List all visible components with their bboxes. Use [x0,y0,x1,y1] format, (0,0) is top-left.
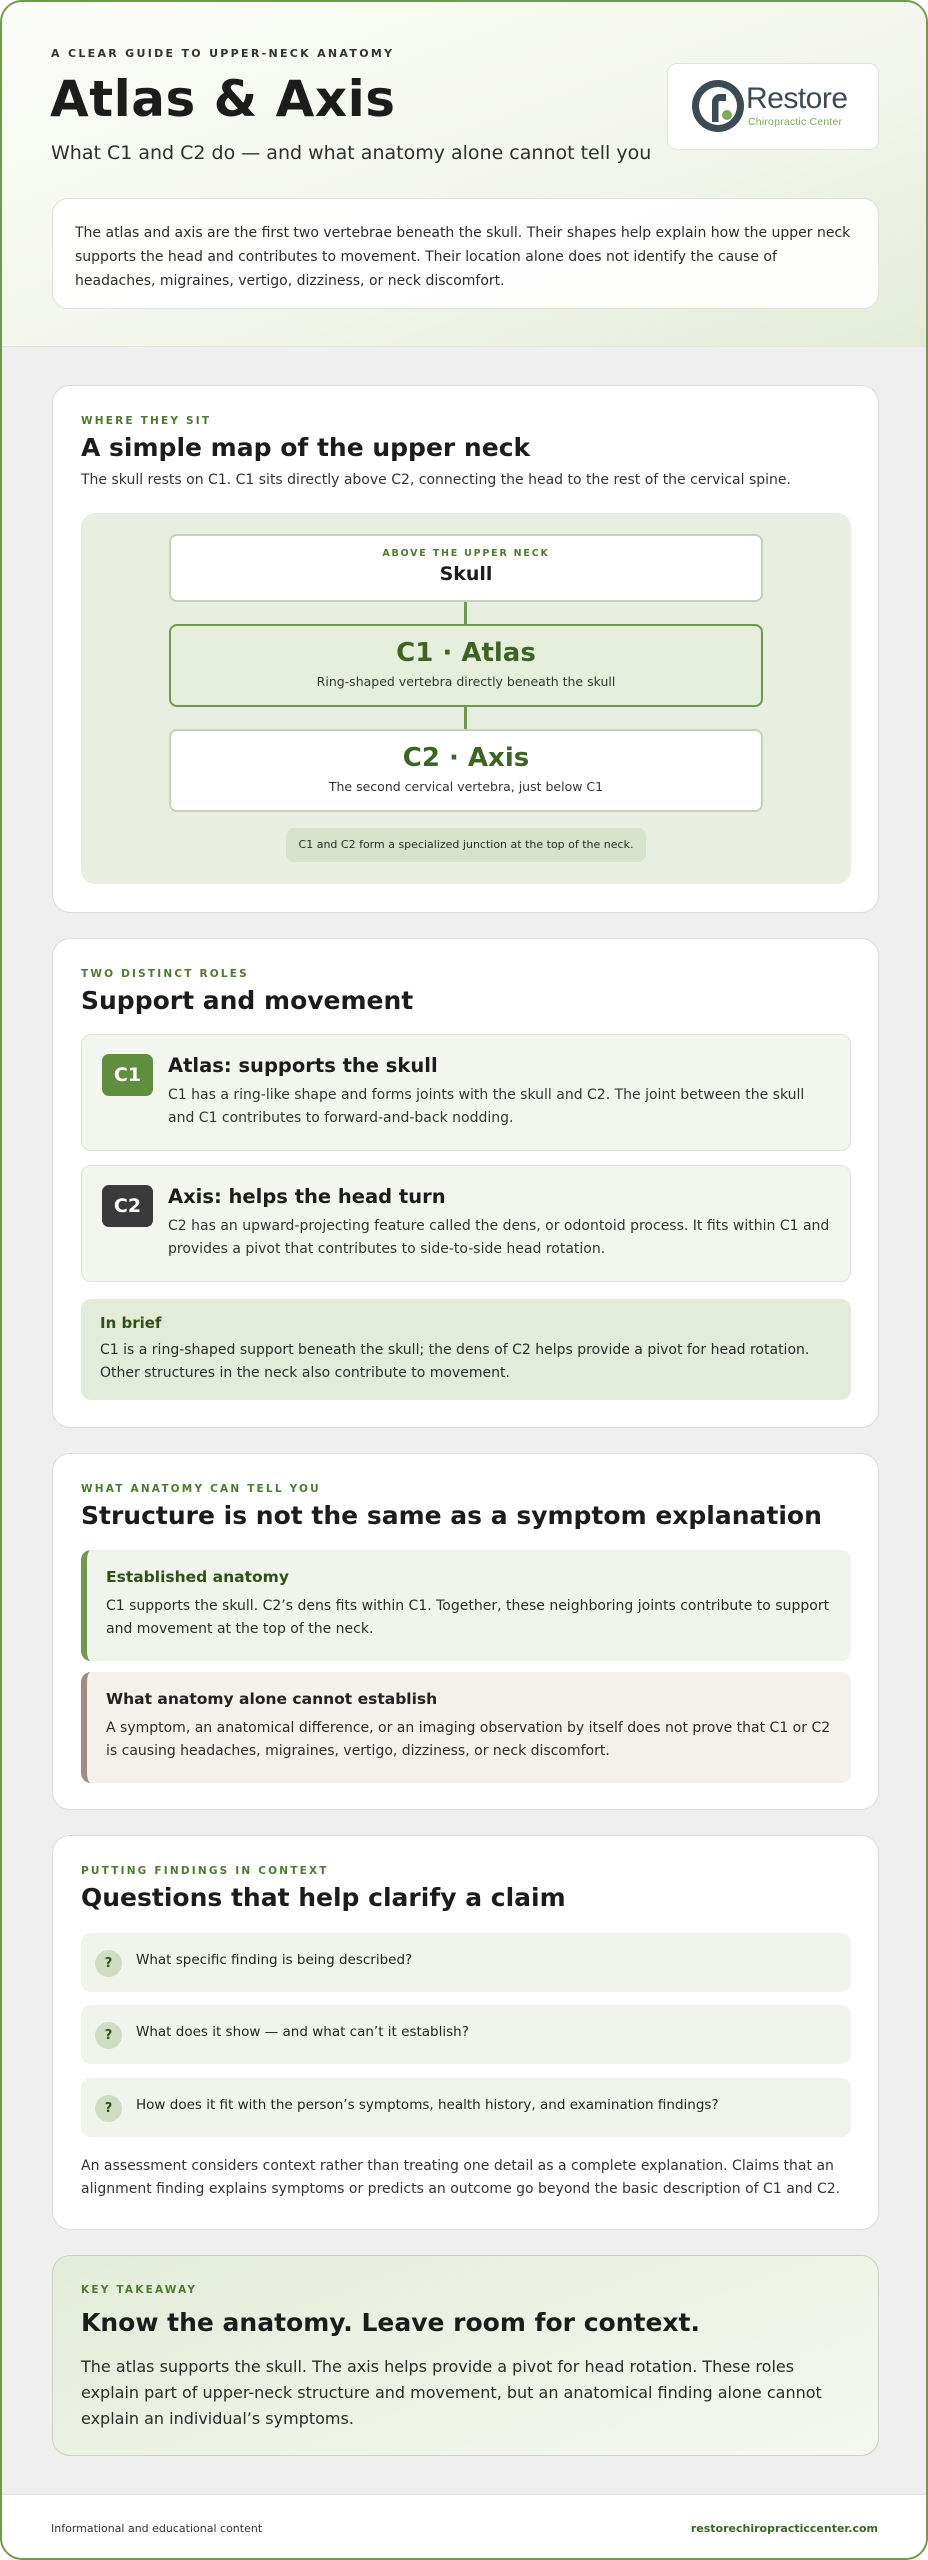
role-card-axis [81,1165,851,1282]
question-mark-icon: ? [95,2095,122,2122]
context-explanation: An assessment considers context rather than treating one detail as a complete explanation. Claims that an alignment finding explains symptoms or predicts an outcome go beyond the basic description of C1 and C2. [81,2158,841,2197]
question-text: What specific finding is being described? [136,1952,413,1968]
in-brief-box [81,1299,851,1400]
restore-r-logo-icon [690,78,746,134]
section-title: Support and movement [81,986,414,1015]
logo-wordmark: Restore [746,82,848,115]
anatomy-cannot-establish-panel [81,1672,851,1783]
question-text: How does it fit with the person’s symptoms, health history, and examination findings? [136,2097,719,2113]
roles-section [52,938,879,1428]
section-title: A simple map of the upper neck [81,433,531,462]
takeaway-text: The atlas supports the skull. The axis helps provide a pivot for head rotation. These roles explain part of upper-neck structure and movement, but an anatomical finding alone cannot explain an individual’s symptoms. [81,2357,822,2428]
page-footer [2,2494,926,2560]
spine-diagram [81,513,851,884]
hero-header [2,2,926,347]
upper-neck-map-section [52,385,879,913]
question-mark-icon: ? [95,2022,122,2049]
connector-line [464,707,467,729]
c2-node-description: The second cervical vertebra, just below C1 [328,779,604,794]
c2-badge: C2 [102,1185,153,1227]
takeaway-title: Know the anatomy. Leave room for context. [81,2308,700,2337]
section-eyebrow: KEY TAKEAWAY [81,2284,198,2296]
in-brief-title: In brief [100,1314,162,1332]
c2-axis-node [169,729,763,812]
intro-summary: The atlas and axis are the first two vertebrae beneath the skull. Their shapes help explain how the upper neck supports the head and contributes to movement. Their location alone does not identify the cause of headaches, migraines, vertigo, dizziness, or neck discomfort. [52,198,879,309]
c1-badge: C1 [102,1054,153,1096]
established-anatomy-panel [81,1550,851,1661]
panel-text: A symptom, an anatomical difference, or an imaging observation by itself does not prove that C1 or C2 is causing headaches, migraines, vertigo, dizziness, or neck discomfort. [106,1720,831,1759]
junction-note: C1 and C2 form a specialized junction at the top of the neck. [286,828,646,862]
role-title: Atlas: supports the skull [168,1054,438,1077]
in-brief-text: C1 is a ring-shaped support beneath the skull; the dens of C2 helps provide a pivot for head rotation. Other structures in the neck also contribute to movement. [100,1342,810,1381]
role-text: C2 has an upward-projecting feature called the dens, or odontoid process. It fits within C1 and provides a pivot that contributes to side-to-side head rotation. [168,1218,830,1257]
context-questions-section [52,1835,879,2230]
panel-title: Established anatomy [106,1568,289,1586]
logo-tagline: Chiropractic Center [748,116,843,128]
connector-line [464,602,467,624]
section-title: Structure is not the same as a symptom explanation [81,1501,822,1530]
question-item [81,2005,851,2064]
panel-title: What anatomy alone cannot establish [106,1690,438,1708]
skull-node-label: Skull [439,563,493,585]
logo-card [667,63,879,150]
section-description: The skull rests on C1. C1 sits directly above C2, connecting the head to the rest of the cervical spine. [81,472,791,488]
page-subtitle: What C1 and C2 do — and what anatomy alone cannot tell you [51,142,652,164]
question-item [81,1933,851,1992]
section-title: Questions that help clarify a claim [81,1883,566,1912]
key-takeaway-section [52,2255,879,2456]
c1-node-label: C1 · Atlas [396,638,536,668]
footer-disclaimer: Informational and educational content [51,2522,263,2535]
role-title: Axis: helps the head turn [168,1185,446,1208]
anatomy-limits-section [52,1453,879,1810]
section-eyebrow: TWO DISTINCT ROLES [81,968,249,980]
header-eyebrow: A CLEAR GUIDE TO UPPER-NECK ANATOMY [51,47,395,60]
skull-node-caption: ABOVE THE UPPER NECK [382,548,550,559]
panel-text: C1 supports the skull. C2’s dens fits within C1. Together, these neighboring joints contribute to support and movement at the top of the neck. [106,1598,830,1637]
role-card-atlas [81,1034,851,1151]
question-item [81,2078,851,2137]
footer-website-link[interactable]: restorechiropracticcenter.com [690,2522,878,2535]
c1-atlas-node [169,624,763,707]
role-text: C1 has a ring-like shape and forms joints with the skull and C2. The joint between the skull and C1 contributes to forward-and-back nodding. [168,1087,805,1126]
section-eyebrow: PUTTING FINDINGS IN CONTEXT [81,1865,329,1877]
question-text: What does it show — and what can’t it establish? [136,2024,469,2040]
question-mark-icon: ? [95,1950,122,1977]
section-eyebrow: WHAT ANATOMY CAN TELL YOU [81,1483,321,1495]
section-eyebrow: WHERE THEY SIT [81,415,212,427]
page-title: Atlas & Axis [50,70,396,128]
c1-node-description: Ring-shaped vertebra directly beneath the skull [316,674,616,689]
c2-node-label: C2 · Axis [402,743,530,773]
skull-node [169,534,763,602]
